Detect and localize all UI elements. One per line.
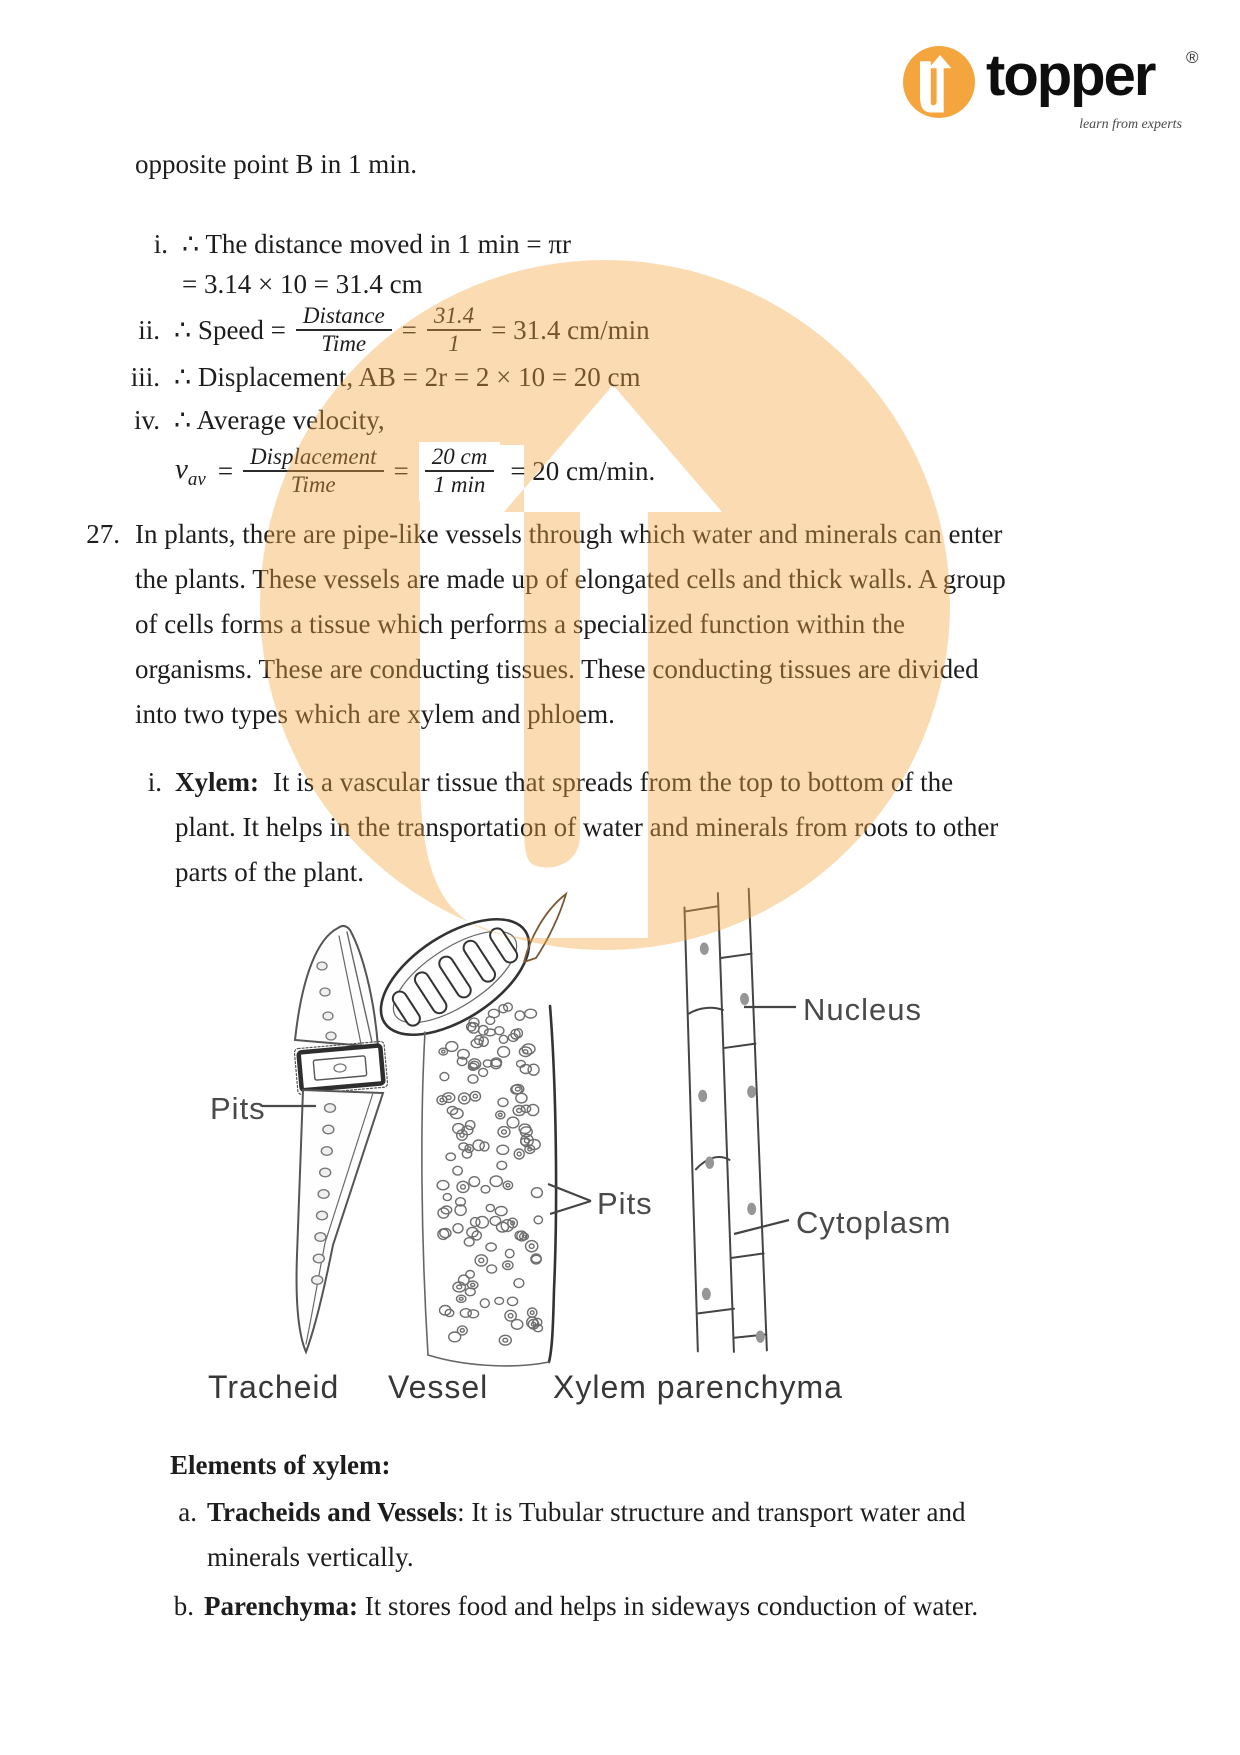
parenchyma-septum [684,906,718,911]
vessel-bottom-edge [428,1355,549,1366]
parenchyma-septum [698,1309,734,1314]
item-a-bold: Tracheids and Vessels [207,1497,458,1527]
equals-sign: = [401,314,417,345]
fraction-numerator: Distance [296,303,392,331]
item-b-text: It stores food and helps in sideways conduction of water. [357,1591,979,1621]
caption-xylem-parenchyma: Xylem parenchyma [553,1369,843,1405]
equals-sign: = [217,455,234,486]
brand-name: topper [986,43,1155,108]
vessel-beak [524,894,566,962]
fraction-numerator: 20 cm [425,444,495,472]
xylem-parenchyma-cell [678,889,769,1354]
pits-left-label: Pits [210,1091,266,1126]
fraction-numerator: Displacement [243,444,383,472]
step-iii-label: iii. [130,362,160,392]
fraction-denominator: Time [290,472,336,498]
brand-registered-mark: ® [1186,48,1199,67]
question-number: 27. [86,519,120,549]
pits-left-callout [210,1091,316,1126]
fraction-numerator: 31.4 [427,303,481,331]
parenchyma-columns [678,889,769,1354]
xylem-text: It is a vascular tissue that spreads from the top to bottom of the plant. It helps in the transportation of water and minerals from roots to other parts of the plant. [175,767,999,887]
intro-line: opposite point B in 1 min. [135,149,418,179]
nucleus-callout [744,992,922,1027]
parenchyma-left-wall [678,908,703,1352]
parenchyma-septum [725,1044,756,1048]
question-text: In plants, there are pipe-like vessels through which water and minerals can enter the plants. These vessels are made up of elongated cells and thick walls. A group of cells forms a tissue which performs a specialized function within the organisms. These are conducting tissues. These conducting tissues are divided into two types which are xylem and phloem. [135,519,1006,729]
cytoplasm-label: Cytoplasm [796,1205,952,1240]
item-a-text: : It is Tubular structure and transport water and minerals vertically. [207,1497,966,1572]
elements-heading: Elements of xylem: [170,1450,391,1480]
vessel-left-wall [422,1032,428,1355]
parenchyma-septum [721,954,752,958]
fraction-20cm-1min [419,442,501,501]
parenchyma-middle-wall [714,893,738,1352]
cytoplasm-callout [734,1205,951,1240]
tracheid-cap [295,926,378,1047]
vessel-pits-dots [437,1003,543,1345]
step-i-text: ∴ The distance moved in 1 min = πr [182,229,571,259]
xylem-item-label: i. [147,767,162,797]
tracheid-collar [294,1041,388,1095]
nucleus-label: Nucleus [803,992,922,1027]
step-iii-text: ∴ Displacement, AB = 2r = 2 × 10 = 20 cm [174,362,641,392]
parenchyma-right-wall [747,889,769,1351]
parenchyma-septum [732,1253,764,1257]
tracheid-cell [294,926,388,1352]
item-b-bold: Parenchyma: [204,1591,358,1621]
item-b-label: b. [173,1591,194,1621]
v-av-symbol: $v_{av}$ [175,452,206,490]
fraction-denominator: Time [321,331,367,357]
brand-tagline: learn from experts [1079,117,1182,132]
step-iv-text: ∴ Average velocity, [174,405,385,435]
average-velocity-result: = 20 cm/min. [510,455,656,486]
step-ii-label: ii. [138,314,160,345]
xylem-heading: Xylem: [175,767,259,797]
equals-sign: = [393,455,409,486]
step-ii-result: = 31.4 cm/min [491,314,650,345]
caption-vessel: Vessel [388,1369,489,1405]
step-i-label: i. [153,229,168,259]
step-ii-pre: ∴ Speed = [174,314,286,345]
fraction-denominator: 1 min [433,472,486,498]
pits-mid-label: Pits [597,1186,653,1221]
pits-mid-arrow-line [548,1184,591,1201]
pits-mid-callout [548,1184,653,1221]
step-i-continued: = 3.14 × 10 = 31.4 cm [182,269,423,299]
step-iv-label: iv. [134,405,160,435]
item-a-label: a. [178,1497,197,1527]
caption-tracheid: Tracheid [208,1369,340,1405]
fraction-denominator: 1 [448,331,460,357]
tracheid-body [297,1090,383,1352]
vessel-cell [362,894,566,1366]
parenchyma-septum [689,1007,723,1013]
